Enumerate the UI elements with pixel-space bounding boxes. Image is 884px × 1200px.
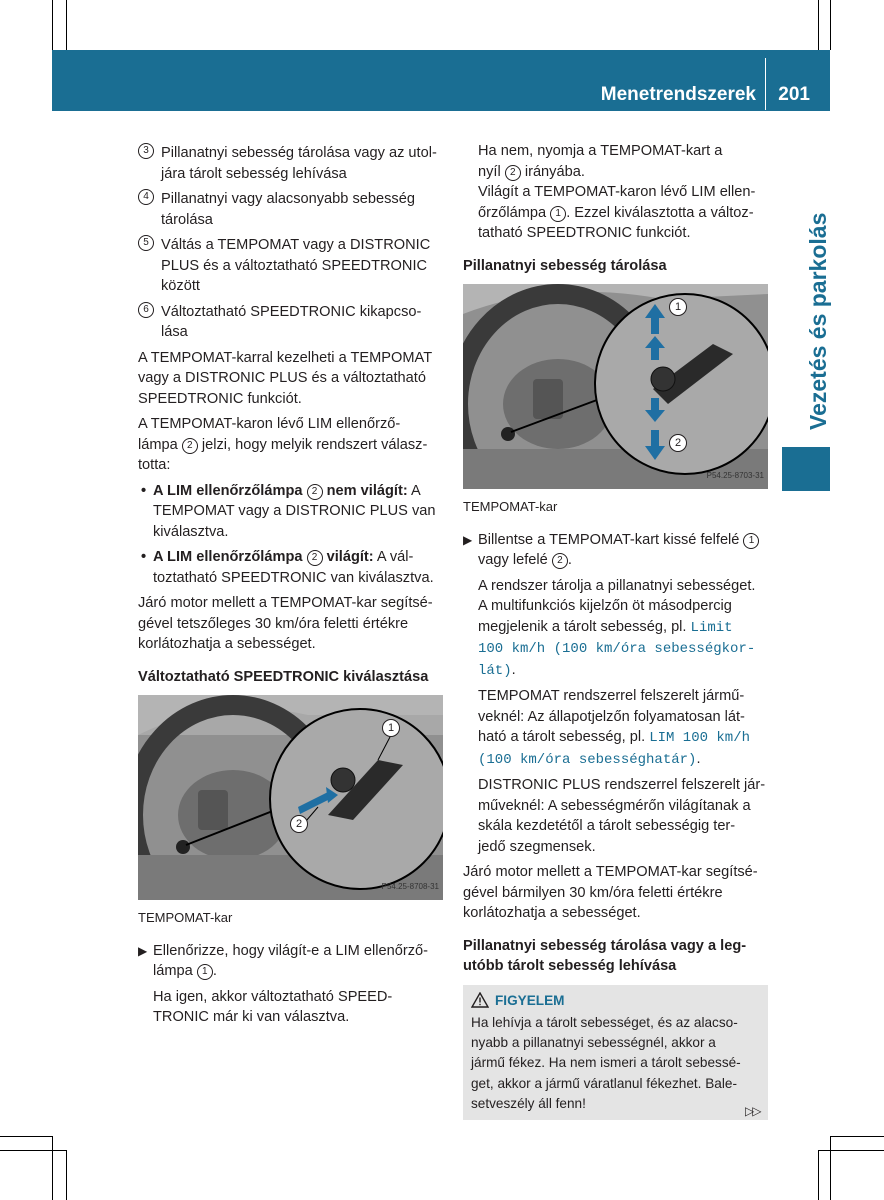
- section-heading: [463, 936, 768, 977]
- text-line: műveknél: A sebességmérőn világítanak a: [478, 797, 751, 814]
- crop-mark: [818, 1150, 819, 1200]
- section-heading: Pillanatnyi sebesség tárolása: [463, 257, 667, 274]
- text-line: toztatható SPEEDTRONIC van kiválasztva.: [153, 569, 434, 586]
- instruction-detail: [463, 576, 768, 682]
- legend-item-3: [138, 143, 443, 184]
- bullet-item: • A LIM ellenőrzőlámpa 2 nem világít: A TEMPOMAT vagy a DISTRONIC PLUS van kiválasztva.: [138, 481, 443, 543]
- text-line: Pillanatnyi vagy alacsonyabb sebesség: [161, 191, 415, 207]
- warning-box: [463, 985, 768, 1121]
- text-line: utóbb tárolt sebesség lehívása: [463, 958, 677, 974]
- callout-number: 2: [307, 550, 323, 566]
- steering-wheel-illustration: [463, 284, 768, 489]
- figure-code: P54.25-8708-31: [381, 881, 439, 891]
- bullet-item: • A LIM ellenőrzőlámpa 2 világít: A vál- toztatható SPEEDTRONIC van kiválasztva.: [138, 547, 443, 588]
- text-line: veknél: Az állapotjelzőn folyamatosan lát-: [478, 708, 745, 725]
- figure-caption: TEMPOMAT-kar: [138, 910, 233, 925]
- crop-mark: [66, 1150, 67, 1200]
- text-line: Váltás a TEMPOMAT vagy a DISTRONIC: [161, 237, 431, 253]
- text-line: ható a tárolt sebesség, pl. LIM 100 km/h: [478, 729, 751, 746]
- text-line: megjelenik a tárolt sebesség, pl. Limit: [478, 618, 733, 636]
- callout-number: 1: [550, 206, 566, 222]
- figure-caption: TEMPOMAT-kar: [463, 499, 558, 514]
- page-number: 201: [778, 84, 810, 105]
- instruction-step: [463, 530, 768, 571]
- text-line: TRONIC már ki van választva.: [153, 1009, 350, 1025]
- crop-mark: [0, 1150, 66, 1151]
- text-line: vagy a DISTRONIC PLUS és a változtatható: [138, 370, 426, 386]
- text-line: Járó motor mellett a TEMPOMAT-kar segítsé-: [463, 864, 758, 880]
- text-line: tatható SPEEDTRONIC funkciót.: [478, 225, 691, 241]
- crop-mark: [0, 1136, 52, 1137]
- text-line: get, akkor a jármű váratlanul fékezhet. Bale-: [471, 1075, 737, 1091]
- display-message: LIM 100 km/h: [649, 730, 751, 746]
- display-message: Limit: [690, 619, 733, 636]
- text-line: korlátozhatja a sebességet.: [463, 905, 641, 921]
- paragraph: [138, 593, 443, 655]
- continue-arrow-icon: ▷▷: [745, 1104, 760, 1118]
- text-line: Pillanatnyi sebesség tárolása vagy a leg-: [463, 937, 747, 954]
- text-line: Ha igen, akkor változtatható SPEED-: [153, 988, 393, 1005]
- text-line: PLUS és a változtatható SPEEDTRONIC: [161, 257, 428, 274]
- text-line: TEMPOMAT vagy a DISTRONIC PLUS van: [153, 503, 436, 519]
- paragraph: [463, 862, 768, 924]
- header-divider: [765, 58, 766, 110]
- figure-callout-2: 2: [290, 815, 308, 833]
- text-line: Ellenőrizze, hogy világít-e a LIM ellenőrző-: [153, 942, 428, 959]
- crop-mark: [52, 0, 53, 50]
- text-line: vagy lefelé 2 .: [478, 552, 572, 568]
- figure-tempomat-lever-select: [138, 695, 443, 900]
- text-line: között: [161, 278, 200, 294]
- callout-number: 2: [182, 438, 198, 454]
- text-line: nyabb a pillanatnyi sebességnél, akkor a: [471, 1035, 716, 1051]
- text-line: Ha lehívja a tárolt sebességet, és az alacso-: [471, 1014, 738, 1030]
- figure-callout-1: 1: [669, 298, 687, 316]
- text-line: totta:: [138, 457, 171, 473]
- crop-mark: [830, 1136, 884, 1137]
- text-line: TEMPOMAT rendszerrel felszerelt jármű-: [478, 688, 745, 704]
- crop-mark: [818, 1150, 884, 1151]
- section-title: Menetrendszerek: [600, 84, 756, 105]
- text-line: Billentse a TEMPOMAT-kart kissé felfelé 1: [478, 530, 768, 551]
- figure-code: P54.25-8703-31: [706, 470, 764, 480]
- text-line: gével tetszőleges 30 km/óra feletti értékre: [138, 615, 409, 632]
- callout-number: 2: [505, 165, 521, 181]
- callout-number: 2: [552, 553, 568, 569]
- text-line: nyíl 2 irányába.: [478, 163, 585, 180]
- text-line: őrzőlámpa 1 . Ezzel kiválasztotta a változ-: [478, 204, 754, 221]
- warning-label: FIGYELEM: [495, 992, 565, 1008]
- text-line: jármű fékez. Ha nem ismeri a tárolt sebessé-: [471, 1055, 741, 1071]
- text-line: kiválasztva.: [153, 523, 229, 540]
- crop-mark: [66, 0, 67, 50]
- callout-number: 3: [138, 143, 154, 159]
- text-line: jára tárolt sebesség lehívása: [161, 165, 347, 182]
- callout-number: 5: [138, 235, 154, 251]
- step-marker-icon: ▶: [463, 532, 473, 547]
- figure-tempomat-lever-store: [463, 284, 768, 489]
- callout-number: 1: [743, 533, 759, 549]
- figure-callout-2: 2: [669, 434, 687, 452]
- bullet-dot: •: [141, 549, 147, 565]
- display-message: lát): [478, 662, 512, 679]
- callout-number: 6: [138, 302, 154, 318]
- legend-item-5: [138, 235, 443, 297]
- warning-title: [471, 991, 760, 1011]
- instruction-step: [138, 941, 443, 982]
- legend-item-6: [138, 302, 443, 343]
- text-line: lása: [161, 324, 188, 340]
- warning-triangle-icon: [471, 992, 489, 1008]
- callout-number: 1: [197, 964, 213, 980]
- callout-number: 4: [138, 189, 154, 205]
- right-column: [463, 141, 768, 1120]
- text-line: jedő szegmensek.: [478, 838, 596, 855]
- left-column: [138, 143, 443, 1033]
- text-line: (100 km/óra sebességhatár).: [478, 750, 701, 768]
- text-line: lámpa 1 .: [153, 963, 217, 979]
- text-line: A multifunkciós kijelzőn öt másodpercig: [478, 598, 732, 614]
- display-message: 100 km/h (100 km/óra sebességkor-: [478, 641, 756, 657]
- bullet-dot: •: [141, 482, 147, 499]
- legend-item-4: [138, 189, 443, 230]
- text-line: Ha nem, nyomja a TEMPOMAT-kart a: [478, 143, 723, 159]
- step-marker-icon: ▶: [138, 943, 148, 958]
- instruction-detail: [138, 987, 443, 1028]
- paragraph: [138, 348, 443, 410]
- text-line: A TEMPOMAT-karral kezelheti a TEMPOMAT: [138, 349, 433, 366]
- text-line: DISTRONIC PLUS rendszerrel felszerelt jár-: [478, 777, 766, 793]
- crop-mark: [830, 1136, 831, 1200]
- text-line: Változtatható SPEEDTRONIC kikapcso-: [161, 303, 422, 320]
- figure-callout-1: 1: [382, 719, 400, 737]
- paragraph: [138, 414, 443, 476]
- text-line: [478, 638, 768, 660]
- text-line: Pillanatnyi sebesség tárolása vagy az utol-: [161, 145, 437, 161]
- crop-mark: [818, 0, 819, 50]
- side-tab-block: [782, 447, 830, 491]
- text-line: skála kezdetétől a tárolt sebességig ter-: [478, 818, 736, 834]
- text-line: lámpa 2 jelzi, hogy melyik rendszert válasz-: [138, 436, 428, 453]
- text-line: Világít a TEMPOMAT-karon lévő LIM ellen-: [478, 184, 756, 200]
- text-line: tárolása: [161, 211, 213, 228]
- section-heading: Változtatható SPEEDTRONIC kiválasztása: [138, 668, 429, 685]
- text-line: lát).: [478, 661, 516, 679]
- instruction-detail: [463, 141, 768, 244]
- crop-mark: [830, 0, 831, 50]
- side-tab-label: Vezetés és parkolás: [805, 212, 831, 430]
- text-line: setveszély áll fenn!: [471, 1095, 586, 1111]
- text-line: gével bármilyen 30 km/óra feletti értékre: [463, 884, 723, 901]
- instruction-detail: [463, 686, 768, 770]
- text-line: SPEEDTRONIC funkciót.: [138, 390, 302, 407]
- text-line: Járó motor mellett a TEMPOMAT-kar segítsé-: [138, 595, 433, 611]
- text-line: korlátozhatja a sebességet.: [138, 636, 316, 652]
- text-line: A rendszer tárolja a pillanatnyi sebességet.: [478, 577, 756, 594]
- display-message: (100 km/óra sebességhatár): [478, 751, 697, 768]
- instruction-detail: [463, 775, 768, 857]
- crop-mark: [52, 1136, 53, 1200]
- text-line: A TEMPOMAT-karon lévő LIM ellenőrző-: [138, 416, 401, 432]
- header-bar: [52, 50, 830, 111]
- callout-number: 2: [307, 484, 323, 500]
